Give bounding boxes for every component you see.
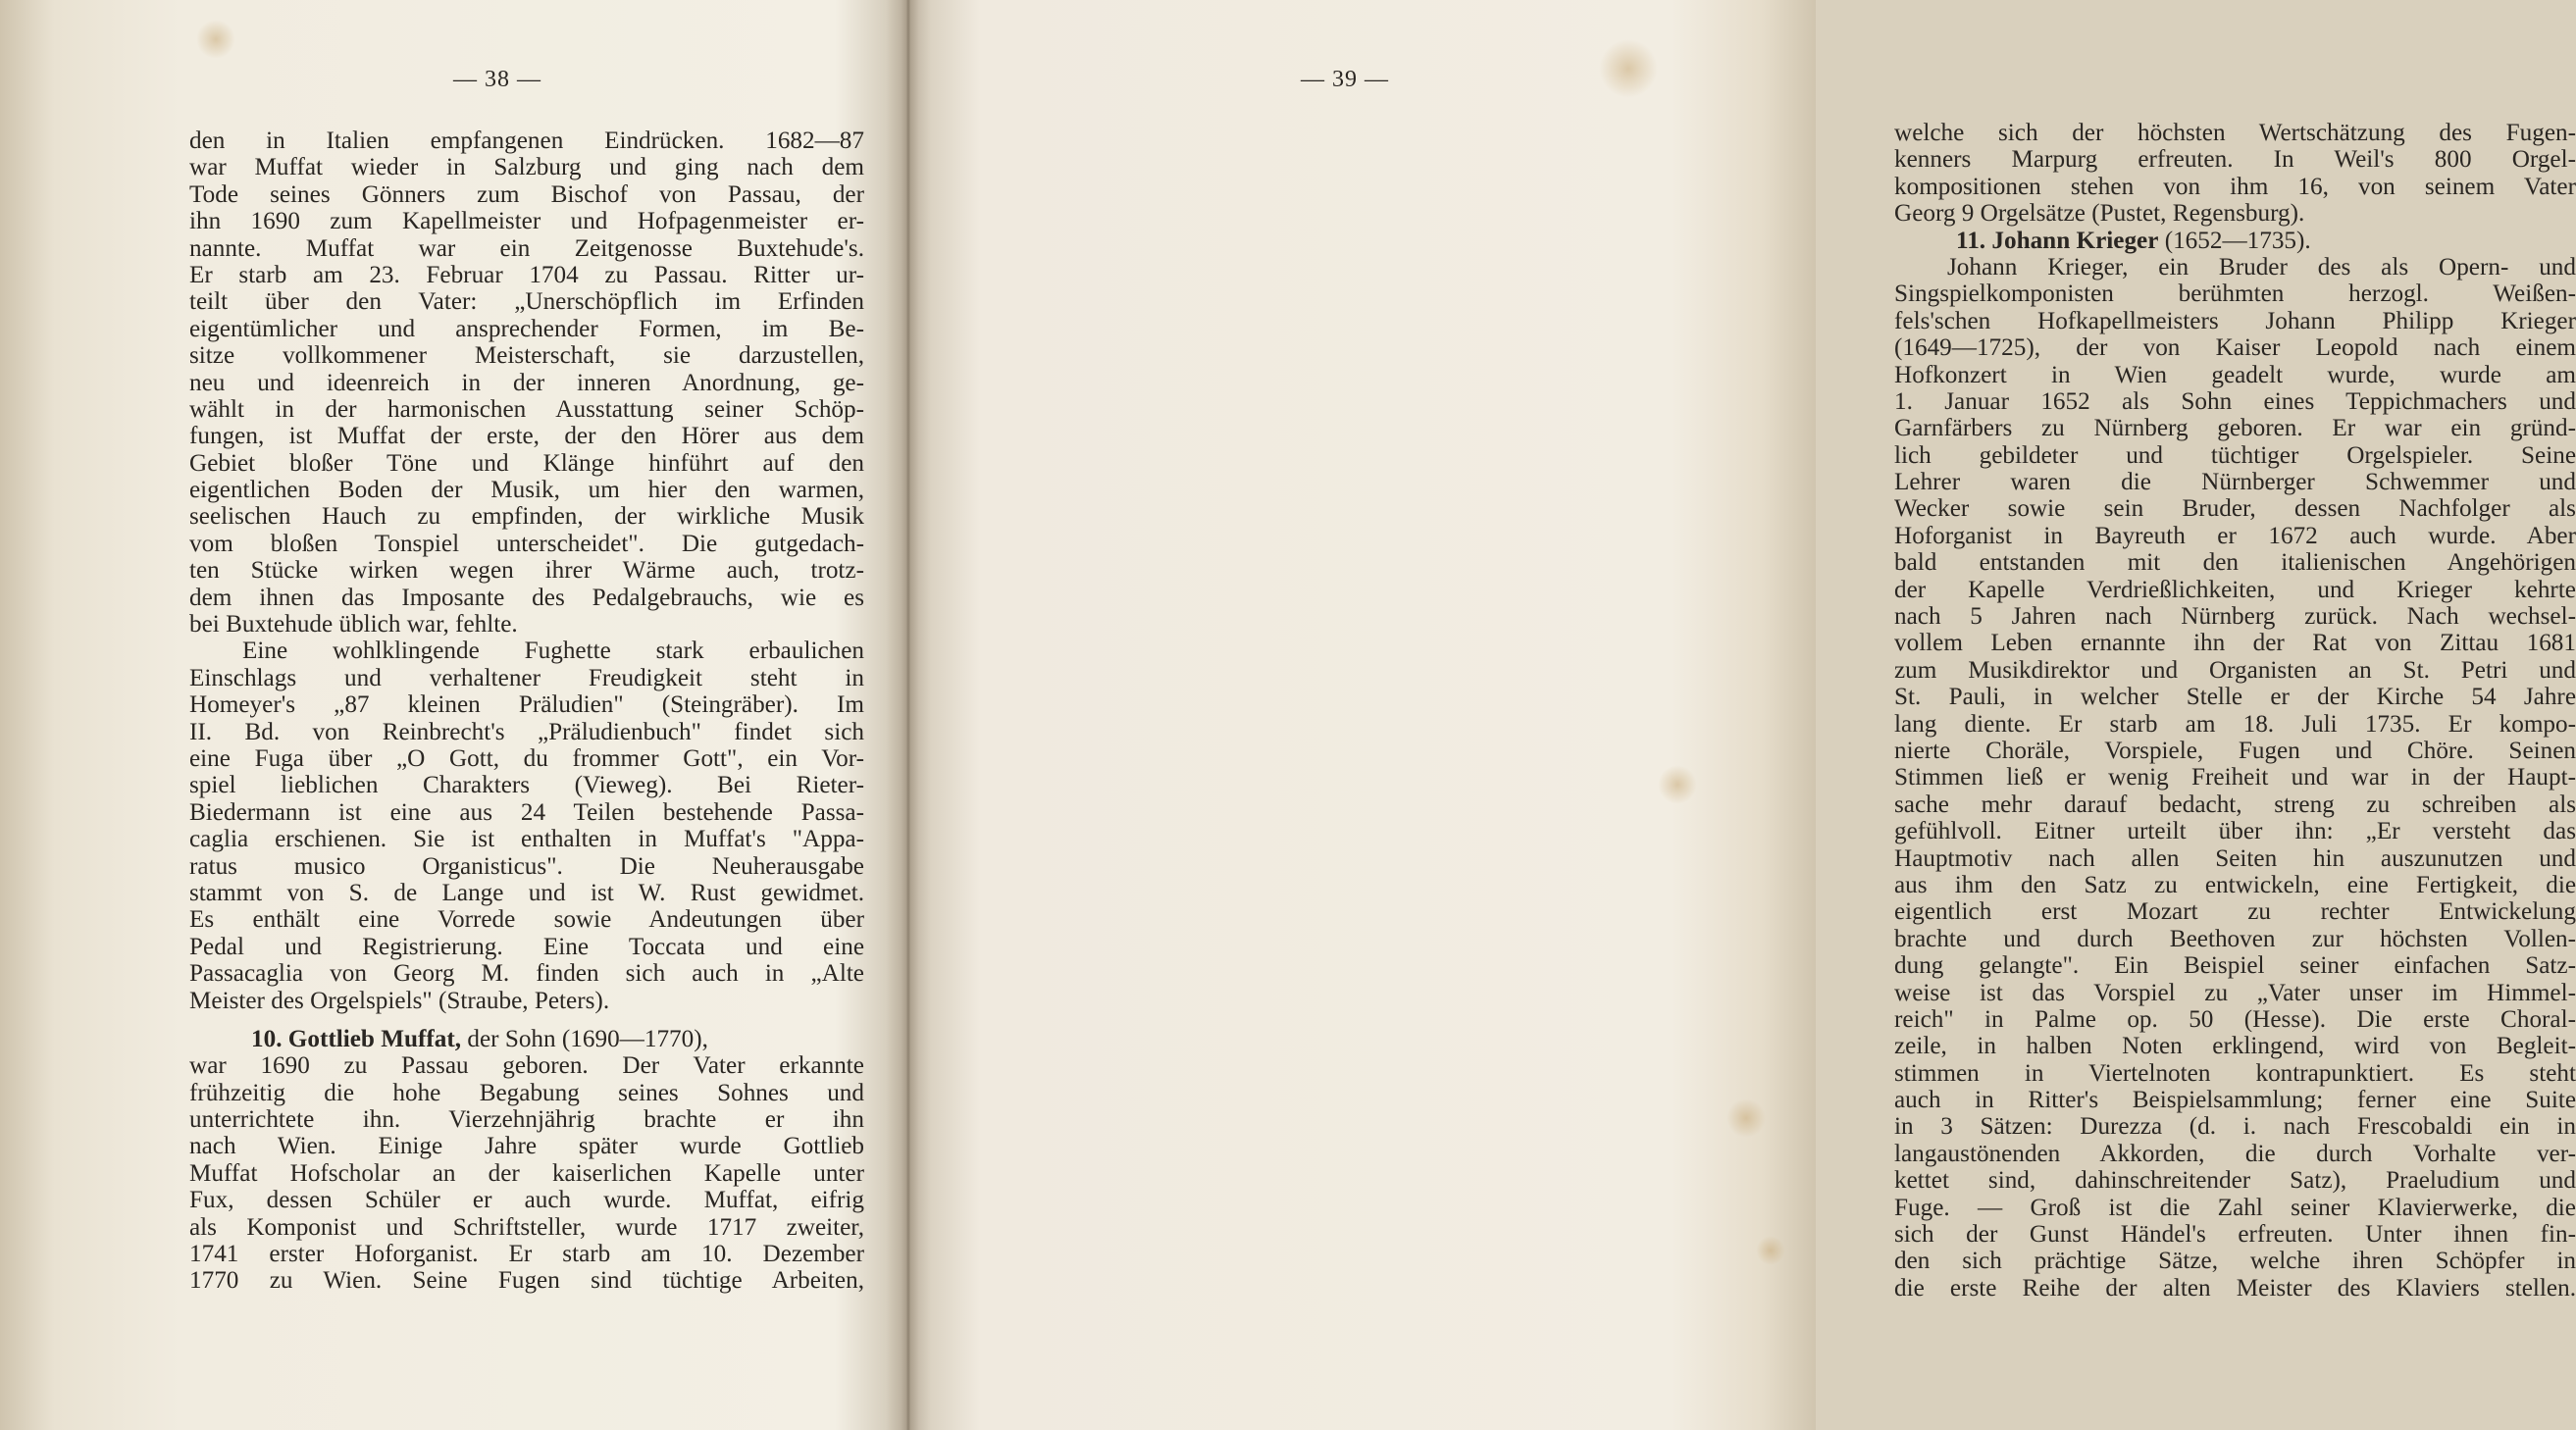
text-line: war Muffat wieder in Salzburg und ging nach dem — [189, 154, 864, 181]
text-line: teilt über den Vater: „Unerschöpflich im Erfinden — [189, 288, 864, 316]
text-line: Hauptmotiv nach allen Seiten hin auszunutzen und — [1894, 844, 2576, 872]
text-line: Passacaglia von Georg M. finden sich auch in „Alte — [189, 960, 864, 988]
text-line: lang diente. Er starb am 18. Juli 1735. Er kompo- — [1894, 710, 2576, 738]
text-line: Singspielkomponisten berühmten herzogl. Weißen- — [1894, 281, 2576, 308]
text-line: weise ist das Vorspiel zu „Vater unser im Himmel- — [1894, 979, 2576, 1006]
text-line: zum Musikdirektor und Organisten an St. Petri und — [1894, 656, 2576, 684]
text-line: Garnfärbers zu Nürnberg geboren. Er war ein gründ- — [1894, 415, 2576, 442]
text-line: Stimmen ließ er wenig Freiheit und war in der Haupt- — [1894, 764, 2576, 792]
text-line: vom bloßen Tonspiel unterscheidet". Die gutgedach- — [189, 530, 864, 557]
page-number-left: — 38 — — [453, 67, 541, 92]
text-line: St. Pauli, in welcher Stelle er der Kirche 54 Jahre — [1894, 684, 2576, 711]
text-line: kompositionen stehen von ihm 16, von seinem Vater — [1894, 173, 2576, 200]
text-line: welche sich der höchsten Wertschätzung des Fugen- — [1894, 120, 2576, 146]
text-line: Muffat Hofscholar an der kaiserlichen Kapelle unter — [189, 1159, 864, 1187]
text-line: Georg 9 Orgelsätze (Pustet, Regensburg). — [1894, 200, 2305, 228]
text-line: eine Fuga über „O Gott, du frommer Gott", ein Vor- — [189, 744, 864, 772]
text-line: Pedal und Registrierung. Eine Toccata und eine — [189, 933, 864, 960]
section-heading-name: 11. Johann Krieger — [1956, 227, 2159, 254]
text-line: Johann Krieger, ein Bruder des als Opern- und — [1947, 253, 2576, 281]
text-line: Wecker sowie sein Bruder, dessen Nachfolger als — [1894, 495, 2576, 523]
text-line: den sich prächtige Sätze, welche ihren Schöpfer in — [1894, 1248, 2576, 1275]
text-line: reich" in Palme op. 50 (Hesse). Die erste Choral- — [1894, 1005, 2576, 1033]
right-page — [913, 0, 2576, 1430]
text-line: Er starb am 23. Februar 1704 zu Passau. Ritter ur- — [189, 261, 864, 288]
text-line: Biedermann ist eine aus 24 Teilen bestehende Passa- — [189, 798, 864, 826]
text-line: wählt in der harmonischen Ausstattung seiner Schöp- — [189, 395, 864, 423]
text-line: unterrichtete ihn. Vierzehnjährig brachte er ihn — [189, 1106, 864, 1134]
text-line: eigentlichen Boden der Musik, um hier den warmen, — [189, 477, 864, 504]
text-line: nach 5 Jahren nach Nürnberg zurück. Nach wechsel- — [1894, 603, 2576, 631]
text-line: Eine wohlklingende Fughette stark erbaulichen — [242, 638, 864, 665]
text-line: den in Italien empfangenen Eindrücken. 1682—87 — [189, 128, 864, 154]
text-line: auch in Ritter's Beispielsammlung; ferner eine Suite — [1894, 1087, 2576, 1114]
text-line: sitze vollkommener Meisterschaft, sie darzustellen, — [189, 342, 864, 370]
text-line: Hofkonzert in Wien geadelt wurde, wurde am — [1894, 361, 2576, 388]
section-heading — [1894, 228, 2576, 254]
text-line: ihn 1690 zum Kapellmeister und Hofpagenmeister er- — [189, 208, 864, 235]
text-line: Es enthält eine Vorrede sowie Andeutungen über — [189, 906, 864, 934]
text-line: langaustönenden Akkorden, die durch Vorhalte ver- — [1894, 1140, 2576, 1167]
text-line: Fuge. — Groß ist die Zahl seiner Klavierwerke, die — [1894, 1194, 2576, 1221]
text-line: die erste Reihe der alten Meister des Klaviers stellen. — [1894, 1274, 2576, 1302]
text-line: nierte Choräle, Vorspiele, Fugen und Chöre. Seinen — [1894, 737, 2576, 764]
text-line: neu und ideenreich in der inneren Anordnung, ge- — [189, 369, 864, 396]
text-line: Lehrer waren die Nürnberger Schwemmer und — [1894, 469, 2576, 496]
section-heading-dates: (1652—1735). — [2158, 227, 2311, 254]
page-number-right: — 39 — — [1301, 67, 1389, 92]
text-line: caglia erschienen. Sie ist enthalten in Muffat's "Appa- — [189, 826, 864, 853]
text-line: sich der Gunst Händel's erfreuten. Unter ihnen fin- — [1894, 1221, 2576, 1249]
text-line: Hoforganist in Bayreuth er 1672 auch wurde. Aber — [1894, 522, 2576, 549]
text-line: brachte und durch Beethoven zur höchsten Vollen- — [1894, 925, 2576, 952]
text-line: Tode seines Gönners zum Bischof von Passau, der — [189, 180, 864, 208]
text-line: vollem Leben ernannte ihn der Rat von Zittau 1681 — [1894, 630, 2576, 657]
left-page — [0, 0, 902, 1430]
text-line: nach Wien. Einige Jahre später wurde Gottlieb — [189, 1133, 864, 1160]
text-line: Homeyer's „87 kleinen Präludien" (Steingräber). Im — [189, 691, 864, 719]
text-line: nannte. Muffat war ein Zeitgenosse Buxtehude's. — [189, 234, 864, 262]
text-line: stimmen in Viertelnoten kontrapunktiert. Es steht — [1894, 1059, 2576, 1087]
text-line: dem ihnen das Imposante des Pedalgebrauchs, wie es — [189, 584, 864, 611]
text-line: gefühlvoll. Eitner urteilt über ihn: „Er versteht das — [1894, 818, 2576, 845]
text-line: frühzeitig die hohe Begabung seines Sohnes und — [189, 1079, 864, 1106]
text-line: Einschlags und verhaltener Freudigkeit steht in — [189, 664, 864, 691]
text-line: bald entstanden mit den italienischen Angehörigen — [1894, 549, 2576, 577]
section-heading — [189, 1026, 864, 1052]
text-line: 1770 zu Wien. Seine Fugen sind tüchtige Arbeiten, — [189, 1267, 864, 1295]
text-line: kenners Marpurg erfreuten. In Weil's 800 Orgel- — [1894, 146, 2576, 174]
text-line: bei Buxtehude üblich war, fehlte. — [189, 611, 518, 638]
text-line: 1741 erster Hoforganist. Er starb am 10. Dezember — [189, 1241, 864, 1268]
text-line: lich gebildeter und tüchtiger Orgelspieler. Seine — [1894, 441, 2576, 469]
text-line: in 3 Sätzen: Durezza (d. i. nach Frescobaldi ein in — [1894, 1113, 2576, 1141]
right-page-body — [1894, 120, 2576, 1302]
text-line: (1649—1725), der von Kaiser Leopold nach einem — [1894, 334, 2576, 362]
text-line: eigentümlicher und ansprechender Formen, im Be- — [189, 315, 864, 342]
text-line: seelischen Hauch zu empfinden, der wirkliche Musik — [189, 503, 864, 531]
text-line: Fux, dessen Schüler er auch wurde. Muffat, eifrig — [189, 1187, 864, 1214]
text-line: eigentlich erst Mozart zu rechter Entwickelung — [1894, 898, 2576, 926]
text-line: aus ihm den Satz zu entwickeln, eine Fertigkeit, die — [1894, 871, 2576, 898]
text-line: fels'schen Hofkapellmeisters Johann Philipp Krieger — [1894, 307, 2576, 334]
text-line: der Kapelle Verdrießlichkeiten, und Krieger kehrte — [1894, 576, 2576, 603]
text-line: dung gelangte". Ein Beispiel seiner einfachen Satz- — [1894, 952, 2576, 980]
text-line: ratus musico Organisticus". Die Neuherausgabe — [189, 852, 864, 880]
text-line: spiel lieblichen Charakters (Vieweg). Bei Rieter- — [189, 772, 864, 799]
text-line: zeile, in halben Noten erklingend, wird von Begleit- — [1894, 1033, 2576, 1060]
text-line: als Komponist und Schriftsteller, wurde 1717 zweiter, — [189, 1213, 864, 1241]
text-line: sache mehr darauf bedacht, streng zu schreiben als — [1894, 791, 2576, 818]
text-line: stammt von S. de Lange und ist W. Rust gewidmet. — [189, 879, 864, 906]
text-line: ten Stücke wirken wegen ihrer Wärme auch, trotz- — [189, 557, 864, 585]
text-line: Gebiet bloßer Töne und Klänge hinführt auf den — [189, 449, 864, 477]
section-heading-dates: der Sohn (1690—1770), — [461, 1025, 708, 1052]
paragraph-gap — [189, 1014, 864, 1026]
section-heading-name: 10. Gottlieb Muffat, — [251, 1025, 462, 1052]
text-line: II. Bd. von Reinbrecht's „Präludienbuch" findet sich — [189, 718, 864, 745]
text-line: fungen, ist Muffat der erste, der den Hörer aus dem — [189, 423, 864, 450]
text-line: war 1690 zu Passau geboren. Der Vater erkannte — [189, 1052, 864, 1080]
text-line: 1. Januar 1652 als Sohn eines Teppichmachers und — [1894, 387, 2576, 415]
text-line: Meister des Orgelspiels" (Straube, Peters). — [189, 987, 610, 1014]
text-line: kettet sind, dahinschreitender Satz), Praeludium und — [1894, 1167, 2576, 1195]
left-page-body — [189, 128, 864, 1295]
